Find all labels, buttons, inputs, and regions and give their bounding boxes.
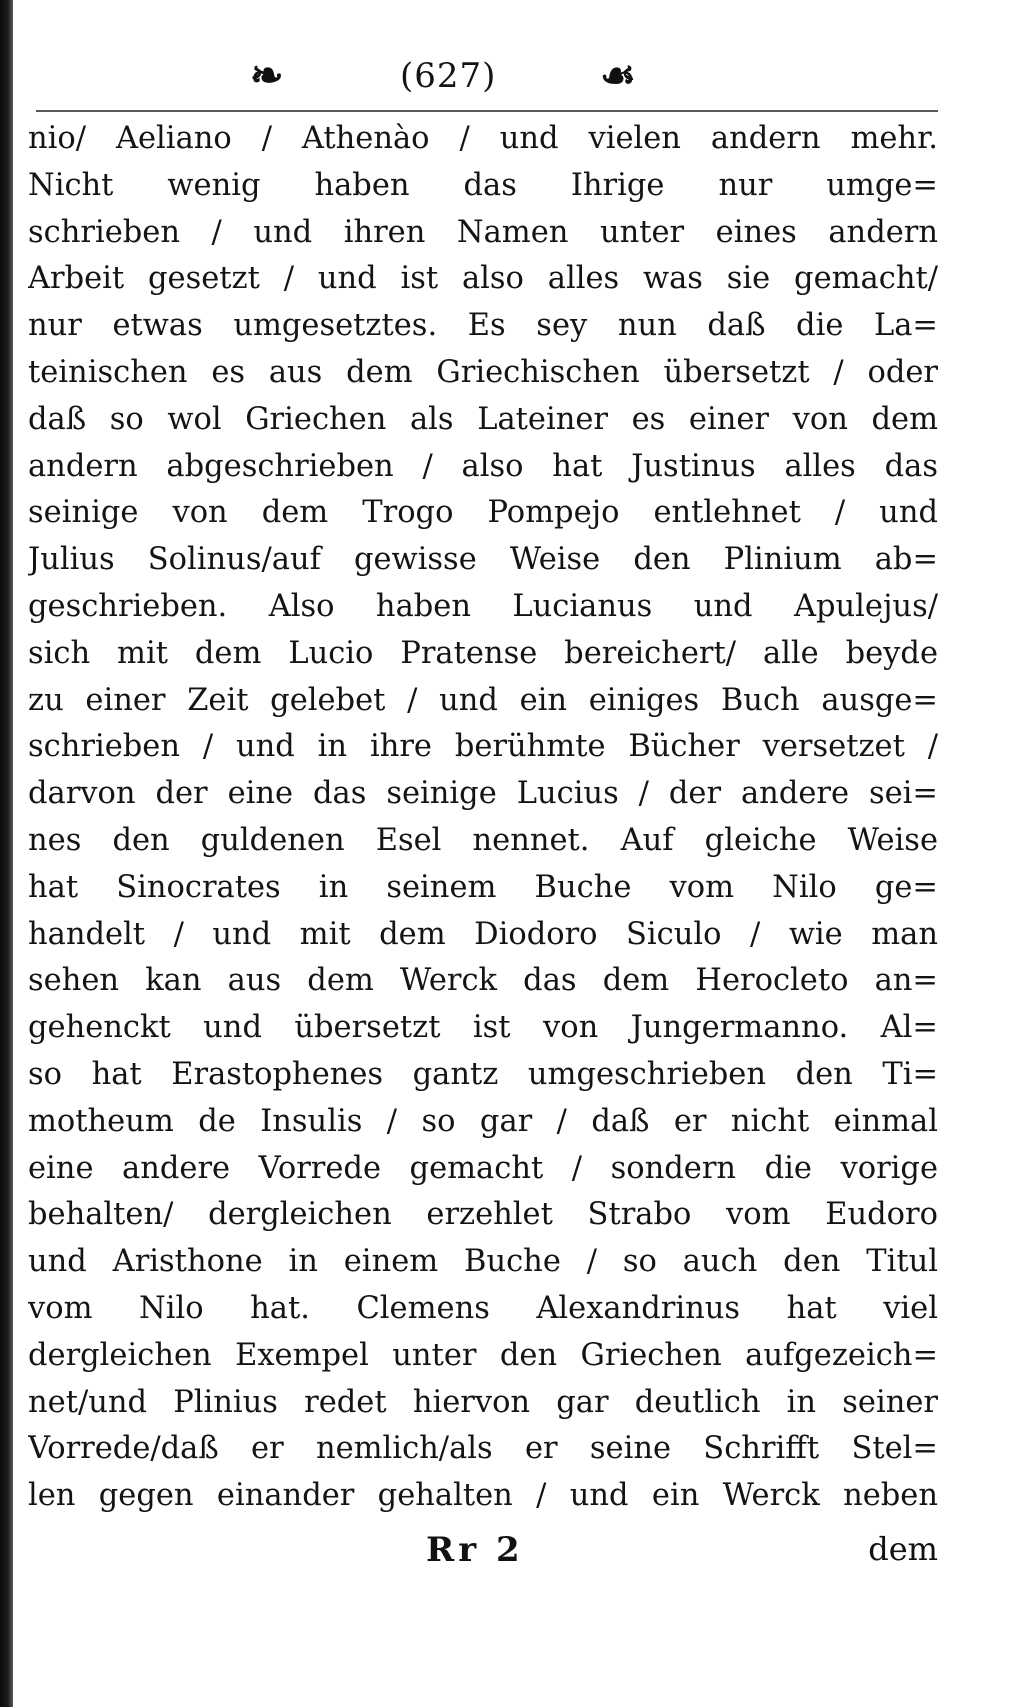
text-line: net/und Plinius redet hiervon gar deutlich in seiner bbox=[28, 1384, 938, 1420]
text-line: Arbeit gesetzt / und ist also alles was sie gemacht/ bbox=[28, 261, 938, 297]
ornament-left-icon: ❧ bbox=[250, 52, 286, 99]
page-number: (627) bbox=[400, 56, 497, 96]
text-line: gehenckt und übersetzt ist von Jungermanno. Al= bbox=[28, 1010, 938, 1046]
text-line: Julius Solinus/auf gewisse Weise den Plinium ab= bbox=[28, 542, 938, 578]
book-page bbox=[28, 0, 946, 1707]
text-line: seinige von dem Trogo Pompejo entlehnet / und bbox=[28, 495, 938, 531]
text-line: hat Sinocrates in seinem Buche vom Nilo ge= bbox=[28, 869, 938, 905]
text-line: nes den guldenen Esel nennet. Auf gleiche Weise bbox=[28, 822, 938, 858]
text-line: eine andere Vorrede gemacht / sondern die vorige bbox=[28, 1150, 938, 1186]
text-line: behalten/ dergleichen erzehlet Strabo vom Eudoro bbox=[28, 1197, 938, 1233]
text-line: motheum de Insulis / so gar / daß er nicht einmal bbox=[28, 1103, 938, 1139]
page-footer bbox=[28, 1530, 938, 1580]
text-line: vom Nilo hat. Clemens Alexandrinus hat viel bbox=[28, 1290, 938, 1326]
text-line: Nicht wenig haben das Ihrige nur umge= bbox=[28, 167, 938, 203]
text-line: andern abgeschrieben / also hat Justinus alles das bbox=[28, 448, 938, 484]
text-line: daß so wol Griechen als Lateiner es einer von dem bbox=[28, 401, 938, 437]
text-line: so hat Erastophenes gantz umgeschrieben den Ti= bbox=[28, 1056, 938, 1092]
text-line: darvon der eine das seinige Lucius / der andere sei= bbox=[28, 776, 938, 812]
text-line: und Aristhone in einem Buche / so auch den Titul bbox=[28, 1244, 938, 1280]
body-text bbox=[28, 116, 938, 1520]
text-line: dergleichen Exempel unter den Griechen aufgezeich= bbox=[28, 1337, 938, 1373]
text-line: sich mit dem Lucio Pratense bereichert/ alle beyde bbox=[28, 635, 938, 671]
catchword: dem bbox=[868, 1530, 938, 1568]
text-line: teinischen es aus dem Griechischen übersetzt / oder bbox=[28, 354, 938, 390]
text-line: nur etwas umgesetztes. Es sey nun daß die La= bbox=[28, 308, 938, 344]
ornament-right-icon: ☙ bbox=[600, 52, 638, 99]
signature-mark: Rr 2 bbox=[426, 1530, 524, 1570]
text-line: schrieben / und in ihre berühmte Bücher versetzet / bbox=[28, 729, 938, 765]
text-line: zu einer Zeit gelebet / und ein einiges Buch ausge= bbox=[28, 682, 938, 718]
page-header bbox=[28, 50, 946, 110]
text-line: schrieben / und ihren Namen unter eines andern bbox=[28, 214, 938, 250]
header-rule bbox=[36, 110, 938, 112]
text-line: geschrieben. Also haben Lucianus und Apulejus/ bbox=[28, 588, 938, 624]
text-line: len gegen einander gehalten / und ein Werck neben bbox=[28, 1478, 938, 1514]
text-line: handelt / und mit dem Diodoro Siculo / wie man bbox=[28, 916, 938, 952]
text-line: Vorrede/daß er nemlich/als er seine Schrifft Stel= bbox=[28, 1431, 938, 1467]
text-line: nio/ Aeliano / Athenào / und vielen andern mehr. bbox=[28, 121, 938, 156]
text-line: sehen kan aus dem Werck das dem Herocleto an= bbox=[28, 963, 938, 999]
book-spine-edge bbox=[0, 0, 13, 1707]
